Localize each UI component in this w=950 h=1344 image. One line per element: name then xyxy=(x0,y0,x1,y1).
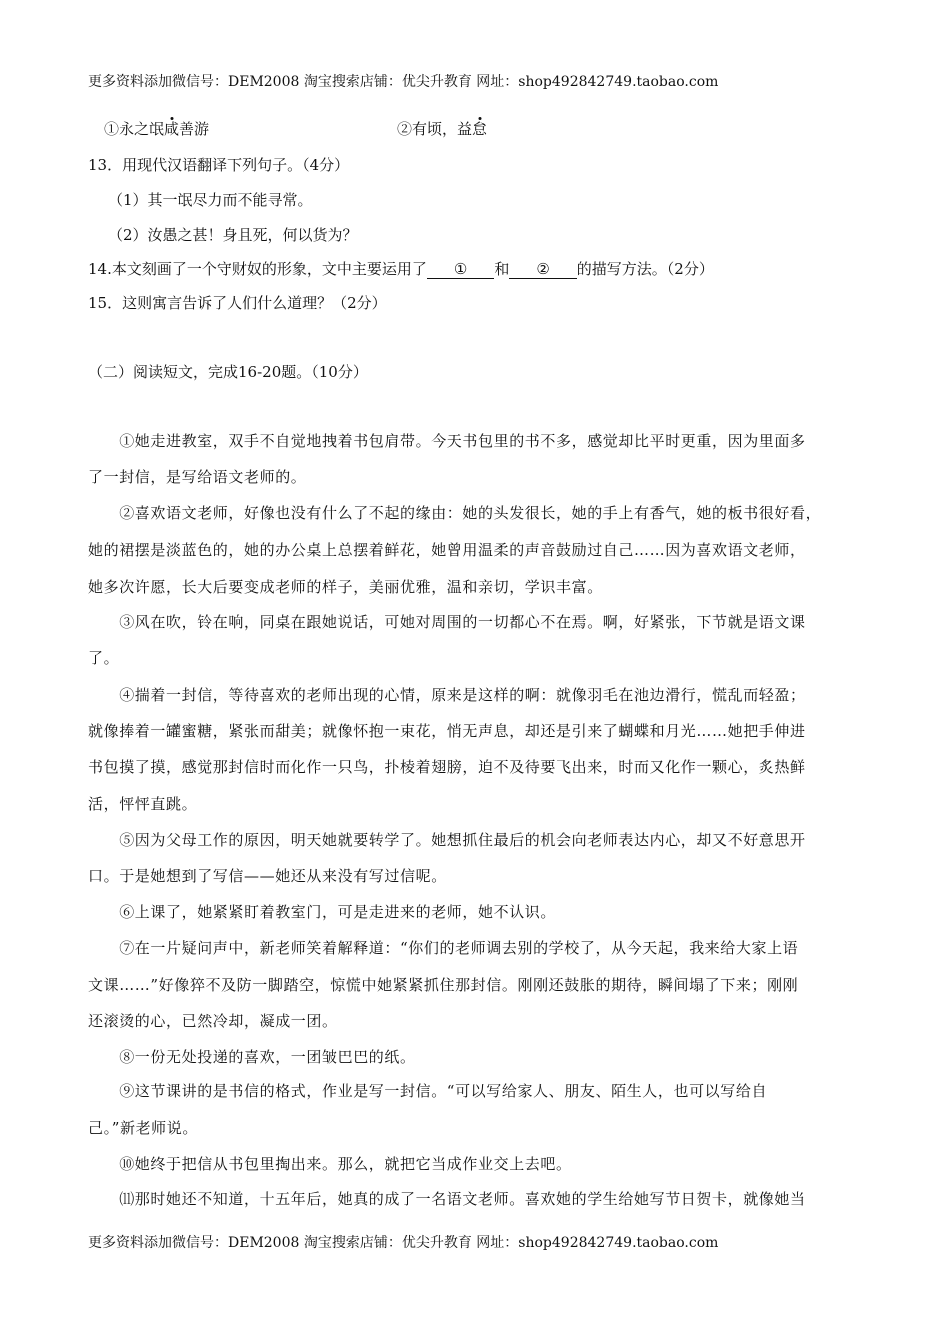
passage-line: ⑦在一片疑问声中，新老师笑着解释道：“你们的老师调去别的学校了，从今天起，我来给大家上语 xyxy=(88,939,799,957)
passage-line: 书包摸了摸，感觉那封信时而化作一只鸟，扑棱着翅膀，迫不及待要飞出来，时而又化作一颗心，炙热鲜 xyxy=(88,758,806,776)
passage-line: 还滚烫的心，已然冷却，凝成一团。 xyxy=(88,1012,338,1030)
passage-line: 她的裙摆是淡蓝色的，她的办公桌上总摆着鲜花，她曾用温柔的声音鼓励过自己……因为喜欢语文老师， xyxy=(88,541,806,559)
page-header: 更多资料添加微信号：DEM2008 淘宝搜索店铺：优尖升教育 网址：shop492842749.taobao.com xyxy=(88,74,719,90)
passage-line: 就像捧着一罐蜜糖，紧张而甜美；就像怀抱一束花，悄无声息，却还是引来了蝴蝶和月光……她把手伸进 xyxy=(88,722,806,740)
q12-b-pre: ②有顷，益 xyxy=(397,120,473,138)
q14-blank-2: ② xyxy=(509,260,576,279)
passage-line: 了。 xyxy=(88,649,120,667)
q14-post: 的描写方法。（2分） xyxy=(576,260,714,278)
q12-item-b xyxy=(397,118,487,139)
page-footer: 更多资料添加微信号：DEM2008 淘宝搜索店铺：优尖升教育 网址：shop492842749.taobao.com xyxy=(88,1235,719,1251)
q12-a-dotted-char: 咸 xyxy=(164,120,180,138)
passage-line: 文课……”好像猝不及防一脚踏空，惊慌中她紧紧抓住那封信。刚刚还鼓胀的期待，瞬间塌了下来；刚刚 xyxy=(88,976,799,994)
passage-line: ⑧一份无处投递的喜欢，一团皱巴巴的纸。 xyxy=(88,1048,416,1066)
passage-line: ⑨这节课讲的是书信的格式，作业是写一封信。“可以写给家人、朋友、陌生人，也可以写给自 xyxy=(88,1082,768,1100)
passage-line: 口。于是她想到了写信——她还从来没有写过信呢。 xyxy=(88,867,447,885)
passage-line: ⑥上课了，她紧紧盯着教室门，可是走进来的老师，她不认识。 xyxy=(88,903,557,921)
passage-line: ⑤因为父母工作的原因，明天她就要转学了。她想抓住最后的机会向老师表达内心，却又不好意思开 xyxy=(88,831,806,849)
passage-line: ⑩她终于把信从书包里掏出来。那么，就把它当成作业交上去吧。 xyxy=(88,1155,572,1173)
passage-line: ④揣着一封信，等待喜欢的老师出现的心情，原来是这样的啊：就像羽毛在池边滑行，慌乱而轻盈； xyxy=(88,686,806,704)
passage-line: 活，怦怦直跳。 xyxy=(88,795,198,813)
passage-line: 了一封信，是写给语文老师的。 xyxy=(88,468,307,486)
q13-sentence-2: （2）汝愚之甚！身且死，何以货为？ xyxy=(108,226,358,244)
q12-a-post: 善游 xyxy=(179,120,210,138)
q15: 15．这则寓言告诉了人们什么道理？（2分） xyxy=(88,294,387,312)
q14 xyxy=(88,258,714,279)
passage-line: ③风在吹，铃在响，同桌在跟她说话，可她对周围的一切都心不在焉。啊，好紧张，下节就是语文课 xyxy=(88,613,806,631)
passage-line: 她多次许愿，长大后要变成老师的样子，美丽优雅，温和亲切，学识丰富。 xyxy=(88,578,603,596)
passage-line: ⑾那时她还不知道，十五年后，她真的成了一名语文老师。喜欢她的学生给她写节日贺卡，就像她当 xyxy=(88,1190,806,1208)
section-2-heading: （二）阅读短文，完成16-20题。（10分） xyxy=(88,363,368,381)
q14-pre: 14.本文刻画了一个守财奴的形象，文中主要运用了 xyxy=(88,260,427,278)
passage-line: ①她走进教室，双手不自觉地拽着书包肩带。今天书包里的书不多，感觉却比平时更重，因为里面多 xyxy=(88,432,806,450)
q12-item-a xyxy=(104,118,209,139)
q14-blank-1: ① xyxy=(427,260,494,279)
passage-line: ②喜欢语文老师，好像也没有什么了不起的缘由：她的头发很长，她的手上有香气，她的板书很好看， xyxy=(88,504,822,522)
q12-a-pre: ①永之氓 xyxy=(104,120,165,138)
q14-mid: 和 xyxy=(494,260,510,278)
q12-b-dotted-char: 怠 xyxy=(472,120,488,138)
q13-title: 13．用现代汉语翻译下列句子。（4分） xyxy=(88,156,350,174)
passage-line: 己。”新老师说。 xyxy=(88,1119,198,1137)
q13-sentence-1: （1）其一氓尽力而不能寻常。 xyxy=(108,191,313,209)
